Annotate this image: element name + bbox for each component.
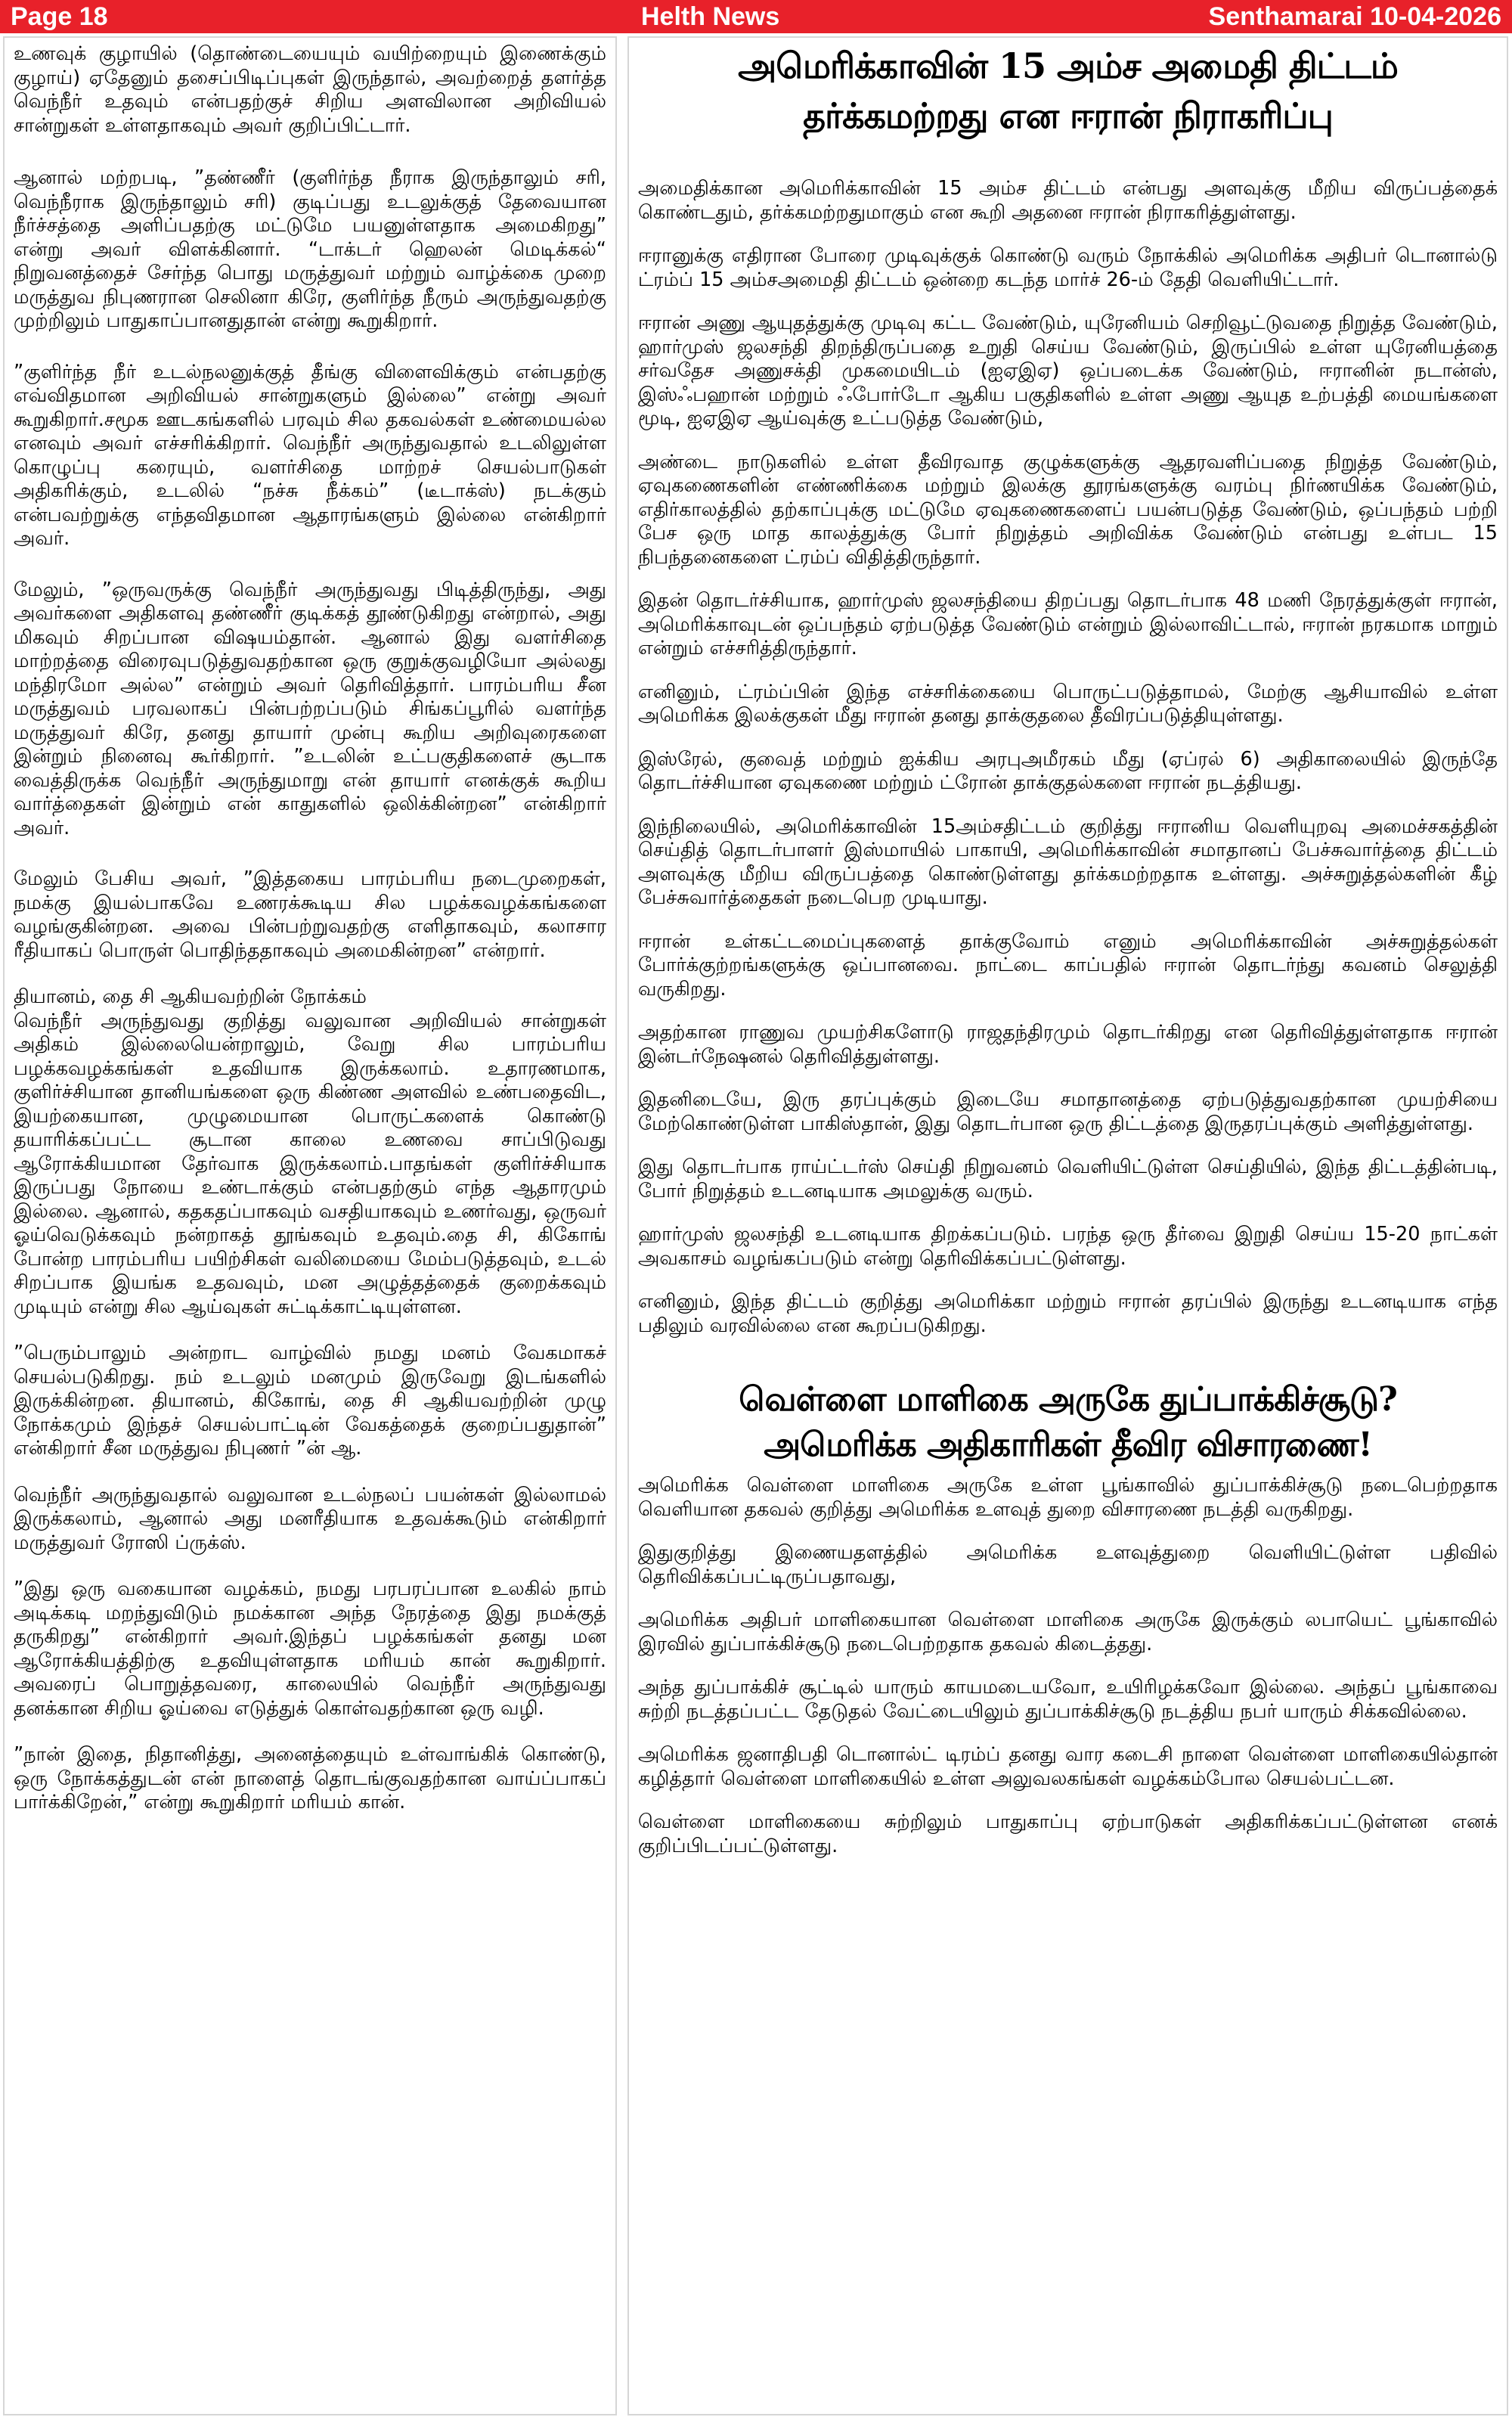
article-paragraph: அதற்கான ராணுவ முயற்சிகளோடு ராஜதந்திரமும் தொடர்கிறது என தெரிவித்துள்ளதாக ஈரான் இன்டர்நேஷனல் தெரிவித்துள்ளது.	[638, 1021, 1498, 1068]
article-paragraph: இது தொடர்பாக ராய்ட்டர்ஸ் செய்தி நிறுவனம் வெளியிட்டுள்ள செய்தியில், இந்த திட்டத்தின்படி, போர் நிறுத்தம் உடனடியாக அமலுக்கு வரும்.	[638, 1156, 1498, 1202]
headline-line-2: அமெரிக்க அதிகாரிகள் தீவிர விசாரணை!	[764, 1426, 1372, 1464]
publication-title: Helth News	[641, 2, 780, 31]
article-paragraph: எனினும், இந்த திட்டம் குறித்து அமெரிக்கா மற்றும் ஈரான் தரப்பில் இருந்து உடனடியாக எந்த பதிலும் வரவில்லை என கூறப்படுகிறது.	[638, 1290, 1498, 1337]
article-paragraph: ஈரான் உள்கட்டமைப்புகளைத் தாக்குவோம் எனும் அமெரிக்காவின் அச்சுறுத்தல்கள் போர்க்குற்றங்களுக்கு ஒப்பானவை. நாட்டை காப்பதில் ஈரான் தொடர்ந்து கவனம் செலுத்தி வருகிறது.	[638, 929, 1498, 1001]
right-column	[627, 36, 1508, 2415]
article-paragraph: ”பெரும்பாலும் அன்றாட வாழ்வில் நமது மனம் வேகமாகச் செயல்படுகிறது. நம் உடலும் மனமும் இருவேறு இடங்களில் இருக்கின்றன. தியானம், கிகோங், தை சி ஆகியவற்றின் முழு நோக்கமும் இந்தச் செயல்பாட்டின் வேகத்தைக் குறைப்பதுதான்” என்கிறார் சீன மருத்துவ நிபுணர் ”ன் ஆ.	[14, 1342, 606, 1460]
article-paragraph: இதுகுறித்து இணையதளத்தில் அமெரிக்க உளவுத்துறை வெளியிட்டுள்ள பதிவில் தெரிவிக்கப்பட்டிருப்பதாவது,	[638, 1541, 1498, 1588]
article-paragraph: வெந்நீர் அருந்துவது குறித்து வலுவான அறிவியல் சான்றுகள் அதிகம் இல்லையென்றாலும், வேறு சில பாரம்பரிய பழக்கவழக்கங்கள் உதவியாக இருக்கலாம். உதாரணமாக, குளிர்ச்சியான தானியங்களை ஒரு கிண்ண அளவில் உண்பதைவிட, இயற்கையான, முழுமையான பொருட்களைக் கொண்டு தயாரிக்கப்பட்ட சூடான காலை உணவை சாப்பிடுவது ஆரோக்கியமான தேர்வாக இருக்கலாம்.பாதங்கள் குளிர்ச்சியாக இருப்பது நோயை உண்டாக்கும் என்பதற்கும் எந்த ஆதாரமும் இல்லை. ஆனால், கதகதப்பாகவும் வசதியாகவும் உணர்வது, ஒருவர் ஓய்வெடுக்கவும் நன்றாகத் தூங்கவும் உதவும்.தை சி, கிகோங் போன்ற பாரம்பரிய பயிற்சிகள் வலிமையை மேம்படுத்தவும், உடல் சிறப்பாக இயங்க உதவவும், மன அழுத்தத்தைக் குறைக்கவும் முடியும் என்று சில ஆய்வுகள் சுட்டிக்காட்டியுள்ளன.	[14, 1009, 606, 1318]
article-paragraph: அமைதிக்கான அமெரிக்காவின் 15 அம்ச திட்டம் என்பது அளவுக்கு மீறிய விருப்பத்தைக் கொண்டதும், தர்க்கமற்றதுமாகும் என கூறி அதனை ஈரான் நிராகரித்துள்ளது.	[638, 177, 1498, 224]
article-headline	[638, 41, 1498, 141]
article-paragraph: ”நான் இதை, நிதானித்து, அனைத்தையும் உள்வாங்கிக் கொண்டு, ஒரு நோக்கத்துடன் என் நாளைத் தொடங்குவதற்கான வாய்ப்பாகப் பார்க்கிறேன்,” என்று கூறுகிறார் மரியம் கான்.	[14, 1743, 606, 1813]
article-body	[638, 1474, 1498, 1858]
left-column	[3, 36, 617, 2415]
article-paragraph: ஆனால் மற்றபடி, ”தண்ணீர் (குளிர்ந்த நீராக இருந்தாலும் சரி, வெந்நீராக இருந்தாலும் சரி) குடிப்பது உடலுக்குத் தேவையான நீர்ச்சத்தை அளிப்பதற்கு மட்டுமே பயனுள்ளதாக அமைகிறது” என்று அவர் விளக்கினார். “டாக்டர் ஹெலன் மெடிக்கல்“ நிறுவனத்தைச் சேர்ந்த பொது மருத்துவர் மற்றும் வாழ்க்கை முறை மருத்துவ நிபுணரான செலினா கிரே, குளிர்ந்த நீரும் அருந்துவதற்கு முற்றிலும் பாதுகாப்பானதுதான் என்று கூறுகிறார்.	[14, 166, 606, 332]
article-paragraph: இதன் தொடர்ச்சியாக, ஹார்முஸ் ஜலசந்தியை திறப்பது தொடர்பாக 48 மணி நேரத்துக்குள் ஈரான், அமெரிக்காவுடன் ஒப்பந்தம் ஏற்படுத்த வேண்டும் என்றும் இல்லாவிட்டால், ஈரான் நரகமாக மாறும் என்றும் எச்சரித்திருந்தார்.	[638, 589, 1498, 659]
headline-line-2: தர்க்கமற்றது என ஈரான் நிராகரிப்பு	[803, 95, 1333, 136]
article-paragraph: உணவுக் குழாயில் (தொண்டையையும் வயிற்றையும் இணைக்கும் குழாய்) ஏதேனும் தசைப்பிடிப்புகள் இருந்தால், அவற்றைத் தளர்த்த வெந்நீர் உதவும் என்பதற்குச் சிறிய அளவிலான அறிவியல் சான்றுகள் உள்ளதாகவும் அவர் குறிப்பிட்டார்.	[14, 42, 606, 137]
edition-date: Senthamarai 10-04-2026	[1208, 2, 1501, 31]
article-paragraph: இஸ்ரேல், குவைத் மற்றும் ஐக்கிய அரபுஅமீரகம் மீது (ஏப்ரல் 6) அதிகாலையில் இருந்தே தொடர்ச்சியான ஏவுகணை மற்றும் ட்ரோன் தாக்குதல்களை ஈரான் நடத்தியது.	[638, 747, 1498, 794]
headline-line-1: வெள்ளை மாளிகை அருகே துப்பாக்கிச்சூடு?	[739, 1380, 1397, 1419]
article-body	[638, 177, 1498, 1338]
article-paragraph: ஹார்முஸ் ஜலசந்தி உடனடியாக திறக்கப்படும். பரந்த ஒரு தீர்வை இறுதி செய்ய 15-20 நாட்கள் அவகாசம் வழங்கப்படும் என்று தெரிவிக்கப்பட்டுள்ளது.	[638, 1223, 1498, 1270]
article-paragraph: ஈரானுக்கு எதிரான போரை முடிவுக்குக் கொண்டு வரும் நோக்கில் அமெரிக்க அதிபர் டொனால்டு ட்ரம்ப் 15 அம்சஅமைதி திட்டம் ஒன்றை கடந்த மார்ச் 26-ம் தேதி வெளியிட்டார்.	[638, 244, 1498, 291]
article-paragraph: அண்டை நாடுகளில் உள்ள தீவிரவாத குழுக்களுக்கு ஆதரவளிப்பதை நிறுத்த வேண்டும், ஏவுகணைகளின் எண்ணிக்கை மற்றும் இலக்கு தூரங்களுக்கு வரம்பு நிர்ணயிக்க வேண்டும், எதிர்காலத்தில் தற்காப்புக்கு மட்டுமே ஏவுகணைகளைப் பயன்படுத்த வேண்டும், ஒப்பந்தம் பற்றி பேச ஒரு மாத காலத்துக்கு போர் நிறுத்தம் அறிவிக்க வேண்டும் என்பது உள்பட 15 நிபந்தனைகளை ட்ரம்ப் விதித்திருந்தார்.	[638, 450, 1498, 569]
article-paragraph: அமெரிக்க அதிபர் மாளிகையான வெள்ளை மாளிகை அருகே இருக்கும் லபாயெட் பூங்காவில் இரவில் துப்பாக்கிச்சூடு நடைபெற்றதாக தகவல் கிடைத்தது.	[638, 1609, 1498, 1655]
headline-line-1: அமெரிக்காவின் 15 அம்ச அமைதி திட்டம்	[738, 45, 1398, 86]
article-paragraph: ”இது ஒரு வகையான வழக்கம், நமது பரபரப்பான உலகில் நாம் அடிக்கடி மறந்துவிடும் நமக்கான அந்த நேரத்தை இது நமக்குத் தருகிறது” என்கிறார் அவர்.இந்தப் பழக்கங்கள் தனது மன ஆரோக்கியத்திற்கு உதவியுள்ளதாக மரியம் கான் கூறுகிறார். அவரைப் பொறுத்தவரை, காலையில் வெந்நீர் அருந்துவது தனக்கான சிறிய ஓய்வை எடுத்துக் கொள்வதற்கான ஒரு வழி.	[14, 1578, 606, 1720]
article-paragraph: அமெரிக்க ஜனாதிபதி டொனால்ட் டிரம்ப் தனது வார கடைசி நாளை வெள்ளை மாளிகையில்தான் கழித்தார் வெள்ளை மாளிகையில் உள்ள அலுவலகங்கள் வழக்கம்போல செயல்பட்டன.	[638, 1743, 1498, 1790]
article-headline	[638, 1377, 1498, 1468]
section-subheading: தியானம், தை சி ஆகியவற்றின் நோக்கம்	[14, 985, 367, 1008]
article-paragraph: அமெரிக்க வெள்ளை மாளிகை அருகே உள்ள பூங்காவில் துப்பாக்கிச்சூடு நடைபெற்றதாக வெளியான தகவல் குறித்து அமெரிக்க உளவுத் துறை விசாரணை நடத்தி வருகிறது.	[638, 1474, 1498, 1521]
page-number: Page 18	[11, 2, 108, 31]
article-paragraph: இந்நிலையில், அமெரிக்காவின் 15அம்சதிட்டம் குறித்து ஈரானிய வெளியுறவு அமைச்சகத்தின் செய்தித் தொடர்பாளர் இஸ்மாயில் பாகாயி, அமெரிக்காவின் சமாதானப் பேச்சுவார்த்தை திட்டம் அளவுக்கு மீறிய விருப்பத்தை கொண்டுள்ளது தர்க்கமற்றதாக உள்ளது. அச்சுறுத்தல்களின் கீழ் பேச்சுவார்த்தைகள் நடைபெற முடியாது.	[638, 814, 1498, 909]
article-paragraph: மேலும், ”ஒருவருக்கு வெந்நீர் அருந்துவது பிடித்திருந்து, அது அவர்களை அதிகளவு தண்ணீர் குடிக்கத் தூண்டுகிறது என்றால், அது மிகவும் சிறப்பான விஷயம்தான். ஆனால் இது வளர்சிதை மாற்றத்தை விரைவுபடுத்துவதற்கான ஒரு குறுக்குவழியோ அல்லது மந்திரமோ அல்ல” என்றும் அவர் தெரிவித்தார். பாரம்பரிய சீன மருத்துவம் பரவலாகப் பின்பற்றப்படும் சிங்கப்பூரில் வளர்ந்த மருத்துவர் கிரே, தனது தாயார் முன்பு கூறிய அறிவுரைகளை இன்றும் நினைவு கூர்கிறார். ”உடலின் உட்பகுதிகளைச் சூடாக வைத்திருக்க வெந்நீர் அருந்துமாறு என் தாயார் எனக்குக் கூறிய வார்த்தைகள் இன்றும் என் காதுகளில் ஒலிக்கின்றன” என்கிறார் அவர்.	[14, 578, 606, 839]
top-bar	[0, 0, 1512, 33]
article-paragraph: எனினும், ட்ரம்ப்பின் இந்த எச்சரிக்கையை பொருட்படுத்தாமல், மேற்கு ஆசியாவில் உள்ள அமெரிக்க இலக்குகள் மீது ஈரான் தனது தாக்குதலை தீவிரப்படுத்தியுள்ளது.	[638, 680, 1498, 727]
article-paragraph: மேலும் பேசிய அவர், ”இத்தகைய பாரம்பரிய நடைமுறைகள், நமக்கு இயல்பாகவே உணரக்கூடிய சில பழக்கவழக்கங்களை வழங்குகின்றன. அவை பின்பற்றுவதற்கு எளிதாகவும், கலாசார ரீதியாகப் பொருள் பொதிந்ததாகவும் அமைகின்றன” என்றார்.	[14, 867, 606, 962]
article-paragraph: இதனிடையே, இரு தரப்புக்கும் இடையே சமாதானத்தை ஏற்படுத்துவதற்கான முயற்சியை மேற்கொண்டுள்ள பாகிஸ்தான், இது தொடர்பான ஒரு திட்டத்தை இருதரப்புக்கும் அளித்துள்ளது.	[638, 1088, 1498, 1135]
article-paragraph: வெந்நீர் அருந்துவதால் வலுவான உடல்நலப் பயன்கள் இல்லாமல் இருக்கலாம், ஆனால் அது மனரீதியாக உதவக்கூடும் என்கிறார் மருத்துவர் ரோஸி ப்ருக்ஸ்.	[14, 1483, 606, 1554]
article-paragraph: அந்த துப்பாக்கிச் சூட்டில் யாரும் காயமடையவோ, உயிரிழக்கவோ இல்லை. அந்தப் பூங்காவை சுற்றி நடத்தப்பட்ட தேடுதல் வேட்டையிலும் துப்பாக்கிச்சூடு நடத்திய நபர் யாரும் சிக்கவில்லை.	[638, 1676, 1498, 1723]
article-paragraph: ஈரான் அணு ஆயுதத்துக்கு முடிவு கட்ட வேண்டும், யுரேனியம் செறிவூட்டுவதை நிறுத்த வேண்டும், ஹார்முஸ் ஜலசந்தி திறந்திருப்பதை உறுதி செய்ய வேண்டும், இருப்பில் உள்ள யுரேனியத்தை சர்வதேச அணுசக்தி முகமையிடம் (ஐஏஇஏ) ஒப்படைக்க வேண்டும், ஈரானின் நடான்ஸ், இஸ்ஃபஹான் மற்றும் ஃபோர்டோ ஆகிய பகுதிகளில் உள்ள அணு ஆயுத உற்பத்தி மையங்களை மூடி, ஐஏஇஏ ஆய்வுக்கு உட்படுத்த வேண்டும்,	[638, 312, 1498, 430]
article-paragraph: வெள்ளை மாளிகையை சுற்றிலும் பாதுகாப்பு ஏற்பாடுகள் அதிகரிக்கப்பட்டுள்ளன எனக் குறிப்பிடப்பட்டுள்ளது.	[638, 1810, 1498, 1857]
article-paragraph: ”குளிர்ந்த நீர் உடல்நலனுக்குத் தீங்கு விளைவிக்கும் என்பதற்கு எவ்விதமான அறிவியல் சான்றுகளும் இல்லை” என்று அவர் கூறுகிறார்.சமூக ஊடகங்களில் பரவும் சில தகவல்கள் உண்மையல்ல எனவும் அவர் எச்சரிக்கிறார். வெந்நீர் அருந்துவதால் உடலிலுள்ள கொழுப்பு கரையும், வளர்சிதை மாற்றச் செயல்பாடுகள் அதிகரிக்கும், உடலில் “நச்சு நீக்கம்” (டீடாக்ஸ்) நடக்கும் என்பவற்றுக்கு எந்தவிதமான ஆதாரங்களும் இல்லை என்கிறார் அவர்.	[14, 360, 606, 550]
